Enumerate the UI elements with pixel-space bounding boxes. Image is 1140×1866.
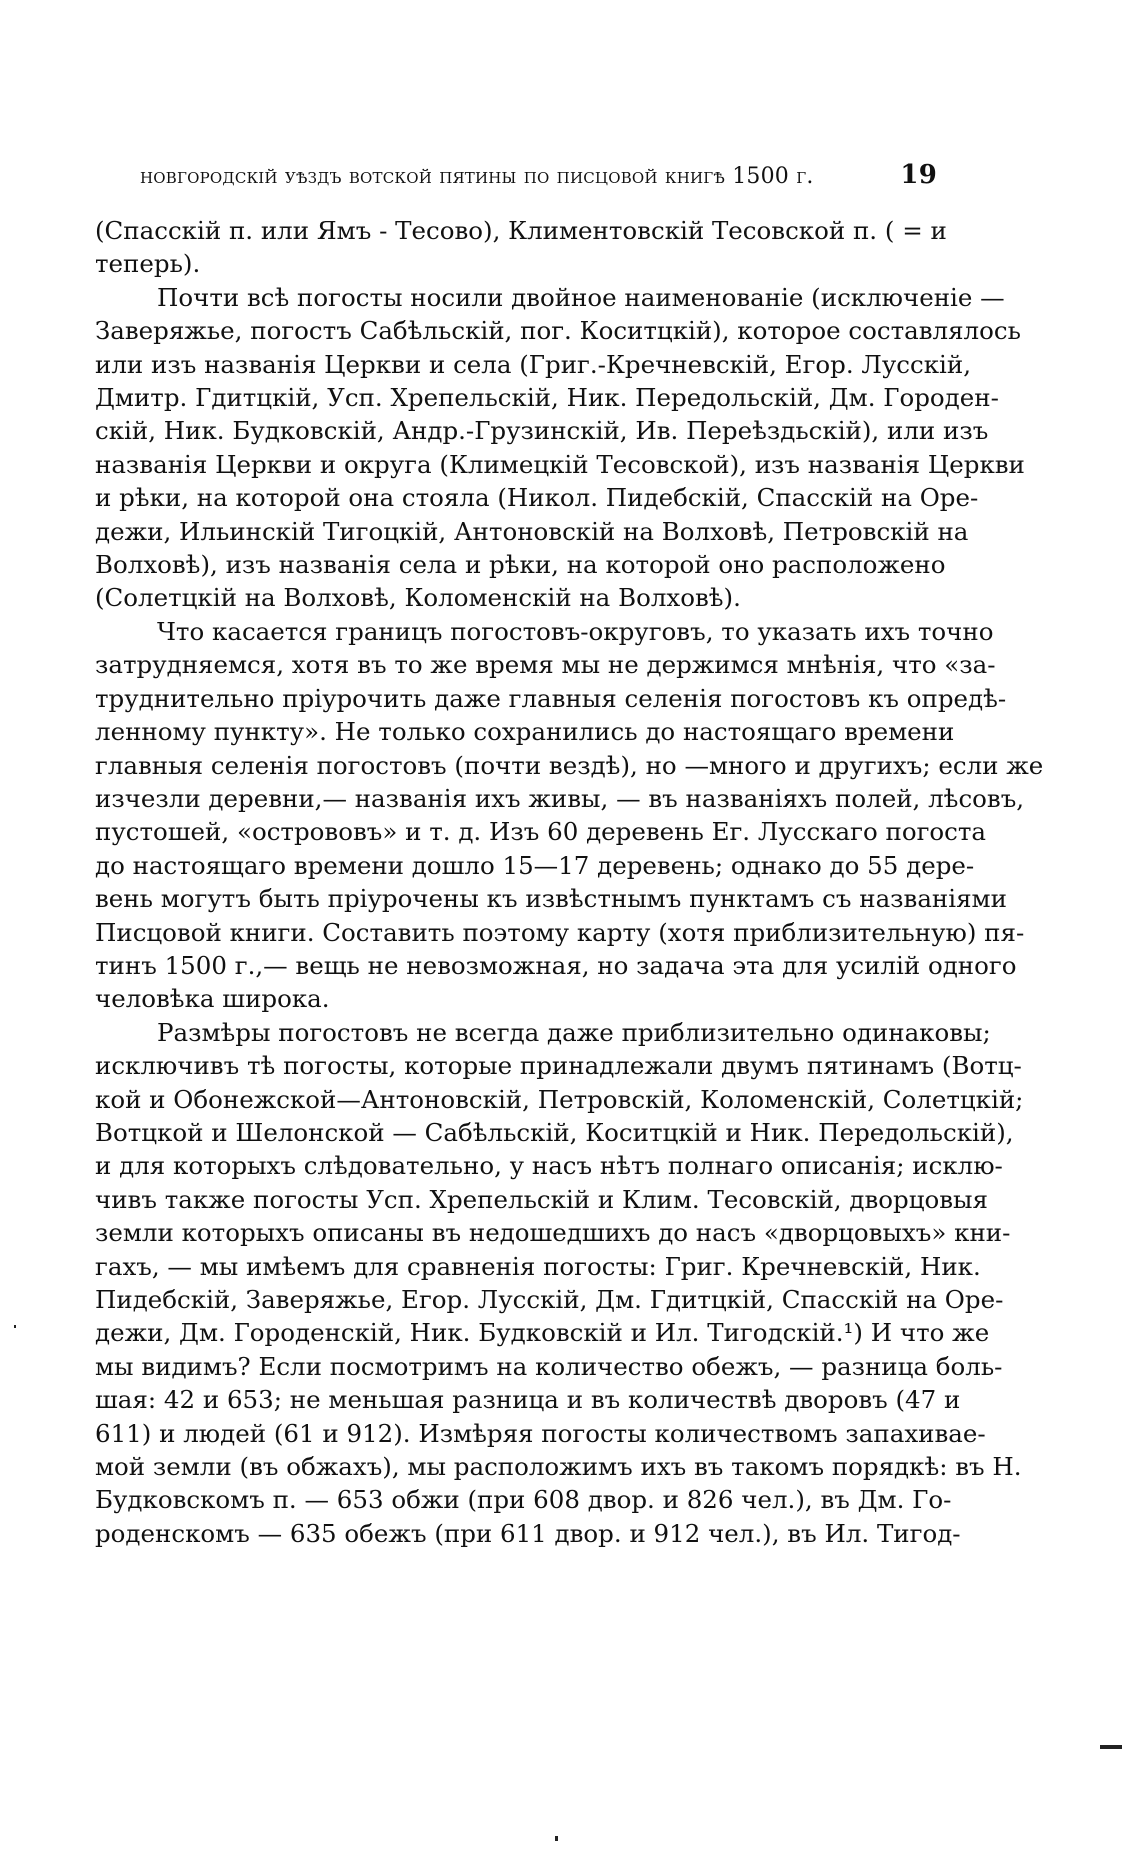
scan-speck — [14, 1325, 16, 1328]
text-line: Размѣры погостовъ не всегда даже приблизительно одинаковы; — [157, 1017, 991, 1047]
text-line: Волховѣ), изъ названія села и рѣки, на которой оно расположено — [95, 550, 946, 580]
text-line: вень могутъ быть пріурочены къ извѣстнымъ пунктамъ съ названіями — [95, 884, 1007, 914]
text-line: изчезли деревни,— названія ихъ живы, — въ названіяхъ полей, лѣсовъ, — [95, 783, 1025, 813]
text-line: Что касается границъ погостовъ-округовъ, то указать ихъ точно — [157, 616, 994, 646]
text-line: теперь). — [95, 249, 201, 279]
text-line: мы видимъ? Если посмотримъ на количество обежъ, — разница боль- — [95, 1351, 1003, 1381]
scan-speck — [1100, 1745, 1122, 1749]
text-line: (Спасскій п. или Ямъ - Тесово), Климентовскій Тесовской п. ( = и — [95, 216, 947, 245]
text-line: названія Церкви и округа (Климецкій Тесовской), изъ названія Церкви — [95, 449, 1025, 479]
running-head — [95, 160, 937, 190]
text-line: ленному пункту». Не только сохранились до настоящаго времени — [95, 717, 955, 747]
text-line: кой и Обонежской—Антоновскій, Петровскій, Коломенскій, Солетцкій; — [95, 1084, 1024, 1114]
text-line: или изъ названія Церкви и села (Григ.-Кречневскій, Егор. Лусскій, — [95, 349, 971, 379]
paragraph-2 — [95, 281, 1025, 615]
running-head-title: новгородскій уѣздъ вотской пятины по писцовой книгѣ 1500 г. — [140, 164, 814, 189]
text-line: Дмитр. Гдитцкій, Усп. Хрепельскій, Ник. Передольскій, Дм. Городен- — [95, 383, 999, 413]
scan-speck — [555, 1836, 558, 1841]
paragraph-3 — [95, 615, 1044, 1016]
text-line: 611) и людей (61 и 912). Измѣряя погосты количествомъ запахивае- — [95, 1418, 986, 1448]
text-line: земли которыхъ описаны въ недошедшихъ до насъ «дворцовыхъ» кни- — [95, 1218, 1011, 1248]
text-line: затрудняемся, хотя въ то же время мы не держимся мнѣнія, что «за- — [95, 650, 996, 680]
text-line: чивъ также погосты Усп. Хрепельскій и Клим. Тесовскій, дворцовыя — [95, 1184, 988, 1214]
text-line: исключивъ тѣ погосты, которые принадлежали двумъ пятинамъ (Вотц- — [95, 1051, 1022, 1081]
text-line: гахъ, — мы имѣемъ для сравненія погосты: Григ. Кречневскій, Ник. — [95, 1251, 981, 1281]
text-line: мой земли (въ обжахъ), мы расположимъ ихъ въ такомъ порядкѣ: въ Н. — [95, 1452, 1022, 1482]
text-line: (Солетцкій на Волховѣ, Коломенскій на Волховѣ). — [95, 583, 741, 613]
text-line: шая: 42 и 653; не меньшая разница и въ количествѣ дворовъ (47 и — [95, 1385, 961, 1415]
page-number: 19 — [900, 160, 937, 190]
text-line: скій, Ник. Будковскій, Андр.-Грузинскій, Ив. Переѣздьскій), или изъ — [95, 416, 989, 446]
paragraph-4 — [95, 1016, 1024, 1551]
text-line: Вотцкой и Шелонской — Сабѣльскій, Коситцкій и Ник. Передольскій), — [95, 1117, 1014, 1147]
paragraph-1 — [95, 214, 947, 281]
text-line: главныя селенія погостовъ (почти вездѣ), но —много и другихъ; если же — [95, 750, 1044, 780]
text-line: роденскомъ — 635 обежъ (при 611 двор. и 912 чел.), въ Ил. Тигод- — [95, 1518, 961, 1548]
text-line: дежи, Дм. Городенскій, Ник. Будковскій и Ил. Тигодскій.¹) И что же — [95, 1318, 990, 1348]
text-line: человѣка широка. — [95, 984, 330, 1014]
text-line: тинъ 1500 г.,— вещь не невозможная, но задача эта для усилій одного — [95, 950, 1017, 980]
text-line: Пидебскій, Заверяжье, Егор. Лусскій, Дм. Гдитцкій, Спасскій на Оре- — [95, 1285, 1004, 1314]
text-line: труднительно пріурочить даже главныя селенія погостовъ къ опредѣ- — [95, 683, 1007, 713]
book-page — [95, 160, 1044, 1550]
text-line: Будковскомъ п. — 653 обжи (при 608 двор. и 826 чел.), въ Дм. Го- — [95, 1485, 952, 1515]
text-line: и для которыхъ слѣдовательно, у насъ нѣтъ полнаго описанія; исклю- — [95, 1151, 1003, 1181]
text-line: Заверяжье, погостъ Сабѣльскій, пог. Коситцкій), которое составлялось — [95, 316, 1021, 346]
text-line: и рѣки, на которой она стояла (Никол. Пидебскій, Спасскій на Оре- — [95, 483, 979, 513]
text-line: до настоящаго времени дошло 15—17 деревень; однако до 55 дере- — [95, 850, 975, 880]
text-line: пустошей, «острововъ» и т. д. Изъ 60 деревень Ег. Лусскаго погоста — [95, 817, 987, 847]
text-line: дежи, Ильинскій Тигоцкій, Антоновскій на Волховѣ, Петровскій на — [95, 516, 969, 546]
text-line: Писцовой книги. Составить поэтому карту (хотя приблизительную) пя- — [95, 917, 1025, 947]
text-line: Почти всѣ погосты носили двойное наименованіе (исключеніе — — [157, 282, 1005, 312]
